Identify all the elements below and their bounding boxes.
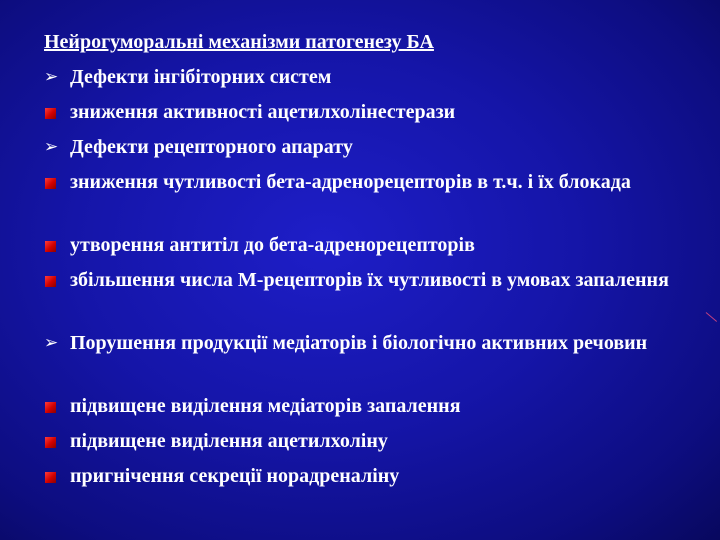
arrow-bullet-icon: ➢ (44, 333, 59, 353)
list-item-text: збільшення числа М-рецепторів їх чутливості в умовах запалення (70, 269, 669, 291)
list-item-text: Дефекти інгібіторних систем (70, 66, 332, 88)
list-item-text: підвищене виділення ацетилхоліну (70, 430, 388, 452)
square-bullet-icon (45, 241, 56, 252)
slide-title: Нейрогуморальні механізми патогенезу БА (44, 31, 434, 53)
square-bullet-icon (45, 472, 56, 483)
list-item-text: утворення антитіл до бета-адренорецепторів (70, 234, 475, 256)
square-bullet-icon (45, 402, 56, 413)
square-bullet-icon (45, 276, 56, 287)
square-bullet-icon (45, 437, 56, 448)
list-item-text: зниження активності ацетилхолінестерази (70, 101, 456, 123)
list-item-text: зниження чутливості бета-адренорецепторів в т.ч. і їх блокада (70, 171, 631, 193)
list-item-text: підвищене виділення медіаторів запалення (70, 395, 461, 417)
arrow-bullet-icon: ➢ (44, 67, 59, 87)
square-bullet-icon (45, 108, 56, 119)
square-bullet-icon (45, 178, 56, 189)
list-item-text: Порушення продукції медіаторів і біологічно активних речовин (70, 332, 648, 354)
list-item-text: пригнічення секреції норадреналіну (70, 465, 400, 487)
list-item-text: Дефекти рецепторного апарату (70, 136, 353, 158)
arrow-bullet-icon: ➢ (44, 137, 59, 157)
decorative-line (706, 312, 717, 322)
